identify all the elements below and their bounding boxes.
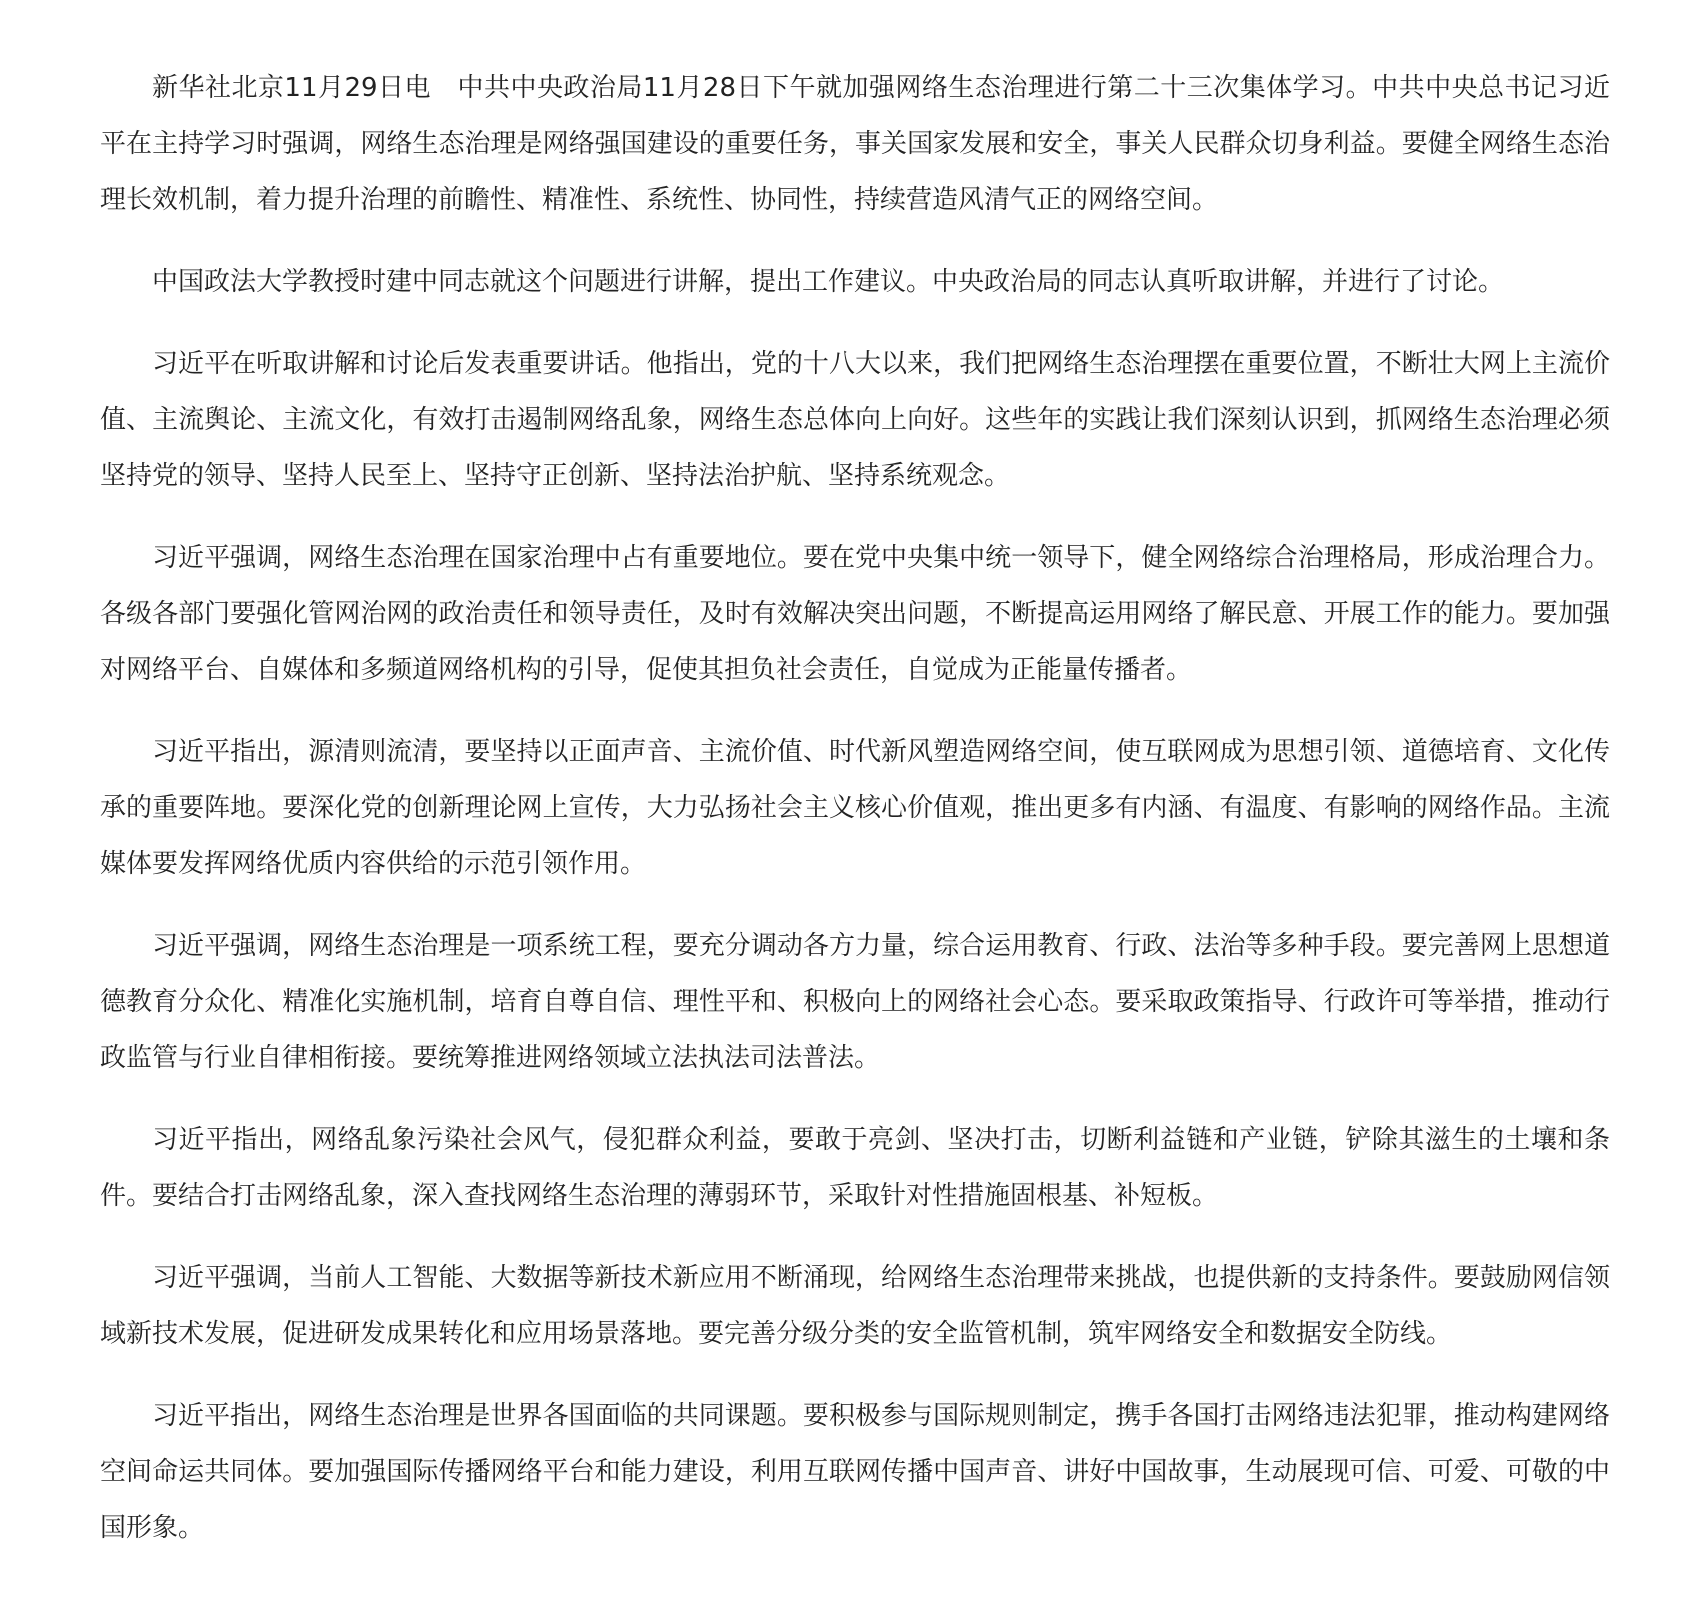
paragraph-8: 习近平强调，当前人工智能、大数据等新技术新应用不断涌现，给网络生态治理带来挑战，也提供新的支持条件。要鼓励网信领域新技术发展，促进研发成果转化和应用场景落地。要完善分级分类的安全监管机制，筑牢网络安全和数据安全防线。 — [100, 1263, 1610, 1349]
paragraph-2: 中国政法大学教授时建中同志就这个问题进行讲解，提出工作建议。中央政治局的同志认真听取讲解，并进行了讨论。 — [152, 267, 1505, 297]
paragraph-7: 习近平指出，网络乱象污染社会风气，侵犯群众利益，要敢于亮剑、坚决打击，切断利益链和产业链，铲除其滋生的土壤和条件。要结合打击网络乱象，深入查找网络生态治理的薄弱环节，采取针对性措施固根基、补短板。 — [100, 1125, 1610, 1211]
article-body — [100, 60, 1610, 1582]
paragraph-5: 习近平指出，源清则流清，要坚持以正面声音、主流价值、时代新风塑造网络空间，使互联网成为思想引领、道德培育、文化传承的重要阵地。要深化党的创新理论网上宣传，大力弘扬社会主义核心价值观，推出更多有内涵、有温度、有影响的网络作品。主流媒体要发挥网络优质内容供给的示范引领作用。 — [100, 737, 1610, 879]
paragraph-6: 习近平强调，网络生态治理是一项系统工程，要充分调动各方力量，综合运用教育、行政、法治等多种手段。要完善网上思想道德教育分众化、精准化实施机制，培育自尊自信、理性平和、积极向上的网络社会心态。要采取政策指导、行政许可等举措，推动行政监管与行业自律相衔接。要统筹推进网络领域立法执法司法普法。 — [100, 931, 1610, 1073]
paragraph-1: 新华社北京11月29日电 中共中央政治局11月28日下午就加强网络生态治理进行第二十三次集体学习。中共中央总书记习近平在主持学习时强调，网络生态治理是网络强国建设的重要任务，事关国家发展和安全，事关人民群众切身利益。要健全网络生态治理长效机制，着力提升治理的前瞻性、精准性、系统性、协同性，持续营造风清气正的网络空间。 — [100, 73, 1610, 215]
paragraph-3: 习近平在听取讲解和讨论后发表重要讲话。他指出，党的十八大以来，我们把网络生态治理摆在重要位置，不断壮大网上主流价值、主流舆论、主流文化，有效打击遏制网络乱象，网络生态总体向上向好。这些年的实践让我们深刻认识到，抓网络生态治理必须坚持党的领导、坚持人民至上、坚持守正创新、坚持法治护航、坚持系统观念。 — [100, 349, 1610, 491]
paragraph-4: 习近平强调，网络生态治理在国家治理中占有重要地位。要在党中央集中统一领导下，健全网络综合治理格局，形成治理合力。各级各部门要强化管网治网的政治责任和领导责任，及时有效解决突出问题，不断提高运用网络了解民意、开展工作的能力。要加强对网络平台、自媒体和多频道网络机构的引导，促使其担负社会责任，自觉成为正能量传播者。 — [100, 543, 1610, 685]
paragraph-9: 习近平指出，网络生态治理是世界各国面临的共同课题。要积极参与国际规则制定，携手各国打击网络违法犯罪，推动构建网络空间命运共同体。要加强国际传播网络平台和能力建设，利用互联网传播中国声音、讲好中国故事，生动展现可信、可爱、可敬的中国形象。 — [100, 1401, 1610, 1543]
